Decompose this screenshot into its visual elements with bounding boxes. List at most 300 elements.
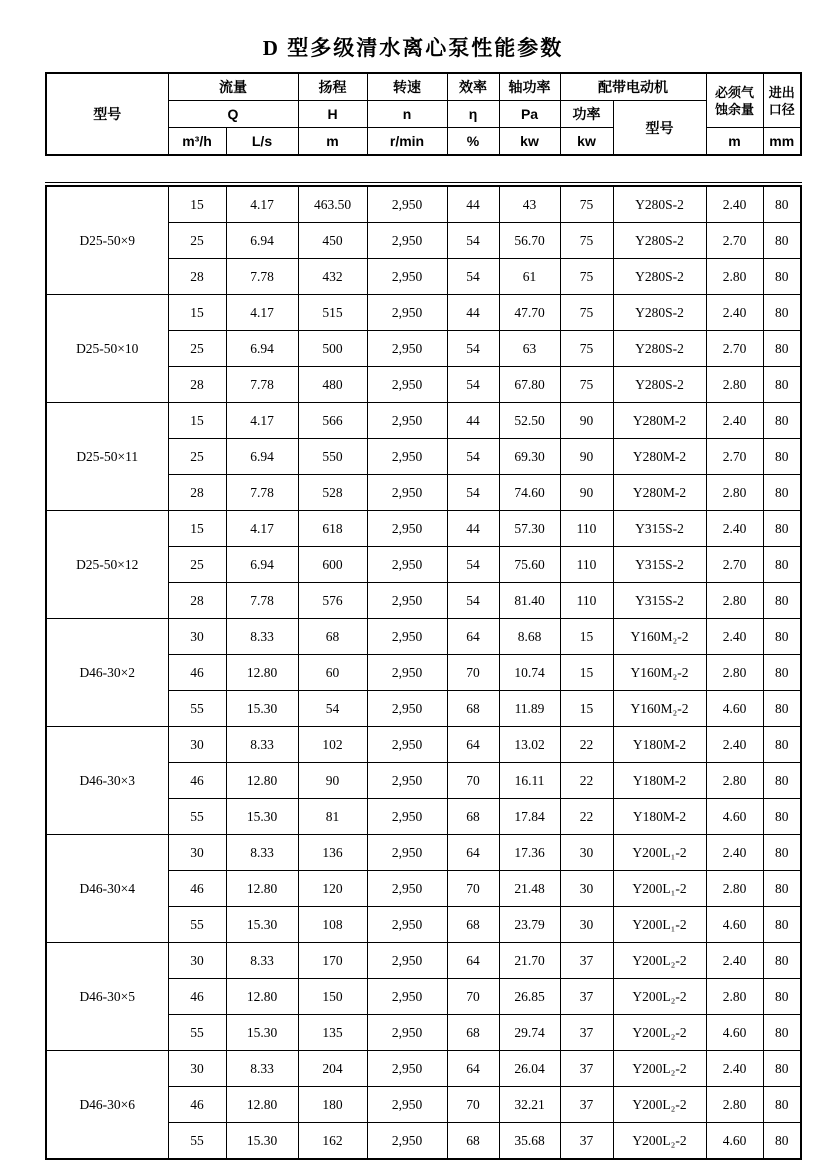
cell-npsh-m: 2.40 (706, 403, 763, 439)
cell-shaft-power-kw: 57.30 (499, 511, 560, 547)
cell-flow-m3h: 25 (168, 331, 226, 367)
cell-flow-m3h: 15 (168, 295, 226, 331)
cell-npsh-m: 2.40 (706, 186, 763, 223)
cell-flow-m3h: 46 (168, 655, 226, 691)
cell-npsh-m: 2.80 (706, 763, 763, 799)
cell-port-diameter-mm: 80 (763, 943, 801, 979)
cell-flow-m3h: 15 (168, 186, 226, 223)
col-header-port-line1: 进出 (768, 84, 795, 100)
cell-port-diameter-mm: 80 (763, 1123, 801, 1160)
cell-npsh-m: 2.80 (706, 979, 763, 1015)
cell-speed-rpm: 2,950 (367, 547, 447, 583)
symbol-speed: n (367, 101, 447, 128)
cell-shaft-power-kw: 10.74 (499, 655, 560, 691)
cell-shaft-power-kw: 11.89 (499, 691, 560, 727)
col-header-efficiency: 效率 (447, 73, 499, 101)
cell-flow-ls: 15.30 (226, 1015, 298, 1051)
col-header-head: 扬程 (298, 73, 367, 101)
cell-port-diameter-mm: 80 (763, 475, 801, 511)
cell-npsh-m: 2.40 (706, 511, 763, 547)
cell-speed-rpm: 2,950 (367, 439, 447, 475)
unit-speed: r/min (367, 128, 447, 156)
cell-motor-model: Y280M-2 (613, 403, 706, 439)
data-table-wrapper (45, 182, 802, 1160)
cell-npsh-m: 2.80 (706, 475, 763, 511)
cell-speed-rpm: 2,950 (367, 511, 447, 547)
cell-motor-model: Y200L₂-2 (613, 1051, 706, 1087)
cell-head-m: 170 (298, 943, 367, 979)
cell-shaft-power-kw: 17.36 (499, 835, 560, 871)
cell-motor-power-kw: 15 (560, 655, 613, 691)
cell-motor-power-kw: 22 (560, 727, 613, 763)
cell-motor-model: Y200L₂-2 (613, 979, 706, 1015)
cell-npsh-m: 2.80 (706, 655, 763, 691)
cell-motor-model: Y200L₂-2 (613, 1087, 706, 1123)
cell-motor-power-kw: 37 (560, 943, 613, 979)
table-row (46, 1051, 801, 1087)
cell-flow-ls: 15.30 (226, 691, 298, 727)
cell-port-diameter-mm: 80 (763, 835, 801, 871)
cell-flow-m3h: 55 (168, 1015, 226, 1051)
cell-motor-power-kw: 37 (560, 979, 613, 1015)
col-header-npsh (706, 73, 763, 128)
data-table (45, 185, 802, 1160)
cell-efficiency-pct: 64 (447, 727, 499, 763)
cell-port-diameter-mm: 80 (763, 331, 801, 367)
cell-motor-model: Y200L₂-2 (613, 1015, 706, 1051)
cell-motor-model: Y280S-2 (613, 259, 706, 295)
cell-flow-m3h: 30 (168, 835, 226, 871)
cell-motor-power-kw: 110 (560, 547, 613, 583)
unit-efficiency: % (447, 128, 499, 156)
cell-efficiency-pct: 68 (447, 1123, 499, 1160)
cell-head-m: 515 (298, 295, 367, 331)
col-header-speed: 转速 (367, 73, 447, 101)
cell-motor-power-kw: 90 (560, 475, 613, 511)
cell-head-m: 500 (298, 331, 367, 367)
pump-model-cell: D46-30×4 (46, 835, 168, 943)
cell-shaft-power-kw: 8.68 (499, 619, 560, 655)
cell-head-m: 528 (298, 475, 367, 511)
cell-head-m: 450 (298, 223, 367, 259)
cell-motor-model: Y280M-2 (613, 439, 706, 475)
symbol-head: H (298, 101, 367, 128)
pump-model-cell: D46-30×5 (46, 943, 168, 1051)
cell-speed-rpm: 2,950 (367, 943, 447, 979)
cell-port-diameter-mm: 80 (763, 259, 801, 295)
cell-shaft-power-kw: 69.30 (499, 439, 560, 475)
cell-shaft-power-kw: 61 (499, 259, 560, 295)
cell-flow-ls: 8.33 (226, 943, 298, 979)
cell-motor-model: Y280S-2 (613, 295, 706, 331)
cell-flow-ls: 8.33 (226, 619, 298, 655)
cell-speed-rpm: 2,950 (367, 186, 447, 223)
cell-efficiency-pct: 54 (447, 367, 499, 403)
cell-head-m: 576 (298, 583, 367, 619)
cell-speed-rpm: 2,950 (367, 871, 447, 907)
cell-npsh-m: 4.60 (706, 907, 763, 943)
cell-speed-rpm: 2,950 (367, 583, 447, 619)
cell-efficiency-pct: 54 (447, 439, 499, 475)
cell-head-m: 150 (298, 979, 367, 1015)
table-row (46, 619, 801, 655)
cell-port-diameter-mm: 80 (763, 619, 801, 655)
cell-head-m: 550 (298, 439, 367, 475)
cell-npsh-m: 4.60 (706, 799, 763, 835)
cell-motor-power-kw: 37 (560, 1123, 613, 1160)
table-row (46, 727, 801, 763)
cell-motor-power-kw: 75 (560, 367, 613, 403)
cell-port-diameter-mm: 80 (763, 583, 801, 619)
cell-head-m: 136 (298, 835, 367, 871)
cell-flow-m3h: 25 (168, 547, 226, 583)
cell-speed-rpm: 2,950 (367, 1123, 447, 1160)
cell-motor-power-kw: 110 (560, 511, 613, 547)
table-row (46, 403, 801, 439)
cell-shaft-power-kw: 81.40 (499, 583, 560, 619)
cell-efficiency-pct: 64 (447, 619, 499, 655)
cell-shaft-power-kw: 23.79 (499, 907, 560, 943)
cell-port-diameter-mm: 80 (763, 727, 801, 763)
pump-model-cell: D25-50×9 (46, 186, 168, 295)
cell-flow-ls: 8.33 (226, 727, 298, 763)
cell-efficiency-pct: 70 (447, 871, 499, 907)
cell-efficiency-pct: 70 (447, 655, 499, 691)
cell-speed-rpm: 2,950 (367, 367, 447, 403)
cell-motor-model: Y180M-2 (613, 763, 706, 799)
cell-head-m: 108 (298, 907, 367, 943)
cell-efficiency-pct: 54 (447, 259, 499, 295)
cell-head-m: 60 (298, 655, 367, 691)
cell-npsh-m: 2.80 (706, 583, 763, 619)
cell-speed-rpm: 2,950 (367, 799, 447, 835)
unit-flow-ls: L/s (226, 128, 298, 156)
unit-head: m (298, 128, 367, 156)
cell-shaft-power-kw: 63 (499, 331, 560, 367)
cell-flow-m3h: 55 (168, 799, 226, 835)
cell-motor-model: Y200L₂-2 (613, 943, 706, 979)
cell-flow-ls: 12.80 (226, 979, 298, 1015)
cell-motor-power-kw: 30 (560, 871, 613, 907)
cell-motor-power-kw: 90 (560, 439, 613, 475)
pump-model-cell: D46-30×3 (46, 727, 168, 835)
cell-motor-power-kw: 22 (560, 799, 613, 835)
table-row (46, 835, 801, 871)
cell-efficiency-pct: 54 (447, 583, 499, 619)
cell-efficiency-pct: 68 (447, 1015, 499, 1051)
pump-model-cell: D25-50×12 (46, 511, 168, 619)
cell-port-diameter-mm: 80 (763, 186, 801, 223)
cell-motor-power-kw: 75 (560, 259, 613, 295)
cell-efficiency-pct: 64 (447, 835, 499, 871)
cell-head-m: 54 (298, 691, 367, 727)
cell-shaft-power-kw: 21.48 (499, 871, 560, 907)
cell-flow-ls: 15.30 (226, 1123, 298, 1160)
cell-motor-power-kw: 15 (560, 691, 613, 727)
cell-flow-m3h: 46 (168, 1087, 226, 1123)
unit-motor-power: kw (560, 128, 613, 156)
cell-efficiency-pct: 64 (447, 943, 499, 979)
cell-speed-rpm: 2,950 (367, 223, 447, 259)
cell-shaft-power-kw: 13.02 (499, 727, 560, 763)
cell-head-m: 68 (298, 619, 367, 655)
col-header-port-diameter (763, 73, 801, 128)
cell-npsh-m: 2.40 (706, 727, 763, 763)
cell-shaft-power-kw: 17.84 (499, 799, 560, 835)
cell-flow-m3h: 30 (168, 727, 226, 763)
symbol-shaft-power: Pa (499, 101, 560, 128)
cell-flow-ls: 8.33 (226, 835, 298, 871)
cell-motor-model: Y200L₁-2 (613, 835, 706, 871)
cell-shaft-power-kw: 16.11 (499, 763, 560, 799)
cell-head-m: 162 (298, 1123, 367, 1160)
cell-motor-power-kw: 110 (560, 583, 613, 619)
table-row (46, 943, 801, 979)
cell-npsh-m: 4.60 (706, 1015, 763, 1051)
cell-flow-ls: 6.94 (226, 547, 298, 583)
cell-flow-ls: 12.80 (226, 871, 298, 907)
cell-flow-m3h: 28 (168, 583, 226, 619)
cell-motor-power-kw: 15 (560, 619, 613, 655)
cell-flow-ls: 7.78 (226, 475, 298, 511)
cell-efficiency-pct: 70 (447, 763, 499, 799)
cell-flow-ls: 6.94 (226, 331, 298, 367)
cell-head-m: 566 (298, 403, 367, 439)
cell-efficiency-pct: 44 (447, 295, 499, 331)
cell-motor-power-kw: 37 (560, 1015, 613, 1051)
symbol-flow: Q (168, 101, 298, 128)
cell-head-m: 480 (298, 367, 367, 403)
table-row (46, 511, 801, 547)
cell-speed-rpm: 2,950 (367, 835, 447, 871)
table-row (46, 186, 801, 223)
cell-motor-model: Y180M-2 (613, 727, 706, 763)
cell-efficiency-pct: 54 (447, 475, 499, 511)
col-header-motor-model: 型号 (613, 101, 706, 156)
cell-head-m: 81 (298, 799, 367, 835)
cell-motor-model: Y280S-2 (613, 186, 706, 223)
cell-head-m: 180 (298, 1087, 367, 1123)
cell-speed-rpm: 2,950 (367, 403, 447, 439)
cell-port-diameter-mm: 80 (763, 871, 801, 907)
cell-shaft-power-kw: 26.04 (499, 1051, 560, 1087)
cell-speed-rpm: 2,950 (367, 1051, 447, 1087)
cell-npsh-m: 2.80 (706, 871, 763, 907)
cell-flow-m3h: 28 (168, 475, 226, 511)
cell-flow-m3h: 30 (168, 1051, 226, 1087)
cell-flow-ls: 7.78 (226, 583, 298, 619)
cell-flow-m3h: 30 (168, 619, 226, 655)
cell-head-m: 135 (298, 1015, 367, 1051)
cell-motor-model: Y160M₂-2 (613, 619, 706, 655)
cell-npsh-m: 2.80 (706, 259, 763, 295)
cell-motor-model: Y200L₁-2 (613, 871, 706, 907)
cell-port-diameter-mm: 80 (763, 223, 801, 259)
cell-port-diameter-mm: 80 (763, 1051, 801, 1087)
cell-flow-m3h: 15 (168, 511, 226, 547)
pump-model-cell: D25-50×10 (46, 295, 168, 403)
cell-speed-rpm: 2,950 (367, 907, 447, 943)
cell-npsh-m: 2.40 (706, 1051, 763, 1087)
cell-npsh-m: 4.60 (706, 691, 763, 727)
cell-motor-power-kw: 90 (560, 403, 613, 439)
cell-flow-m3h: 55 (168, 907, 226, 943)
col-header-motor: 配带电动机 (560, 73, 706, 101)
cell-port-diameter-mm: 80 (763, 799, 801, 835)
cell-shaft-power-kw: 75.60 (499, 547, 560, 583)
cell-port-diameter-mm: 80 (763, 655, 801, 691)
cell-flow-ls: 6.94 (226, 223, 298, 259)
cell-head-m: 432 (298, 259, 367, 295)
cell-shaft-power-kw: 35.68 (499, 1123, 560, 1160)
cell-efficiency-pct: 54 (447, 547, 499, 583)
cell-npsh-m: 2.40 (706, 619, 763, 655)
cell-efficiency-pct: 68 (447, 907, 499, 943)
cell-flow-ls: 7.78 (226, 367, 298, 403)
cell-flow-ls: 15.30 (226, 907, 298, 943)
cell-shaft-power-kw: 52.50 (499, 403, 560, 439)
cell-motor-power-kw: 22 (560, 763, 613, 799)
cell-flow-m3h: 46 (168, 979, 226, 1015)
cell-motor-power-kw: 37 (560, 1051, 613, 1087)
cell-motor-model: Y315S-2 (613, 511, 706, 547)
cell-flow-m3h: 15 (168, 403, 226, 439)
cell-flow-m3h: 46 (168, 763, 226, 799)
cell-flow-ls: 4.17 (226, 295, 298, 331)
header-table (45, 72, 802, 156)
col-header-shaft-power: 轴功率 (499, 73, 560, 101)
cell-motor-model: Y280S-2 (613, 367, 706, 403)
cell-speed-rpm: 2,950 (367, 655, 447, 691)
pump-model-cell: D46-30×2 (46, 619, 168, 727)
cell-port-diameter-mm: 80 (763, 691, 801, 727)
cell-speed-rpm: 2,950 (367, 295, 447, 331)
cell-efficiency-pct: 70 (447, 979, 499, 1015)
cell-flow-ls: 12.80 (226, 1087, 298, 1123)
cell-efficiency-pct: 44 (447, 511, 499, 547)
cell-port-diameter-mm: 80 (763, 439, 801, 475)
cell-motor-model: Y315S-2 (613, 547, 706, 583)
cell-efficiency-pct: 64 (447, 1051, 499, 1087)
cell-flow-ls: 4.17 (226, 511, 298, 547)
cell-flow-ls: 7.78 (226, 259, 298, 295)
cell-flow-m3h: 30 (168, 943, 226, 979)
cell-efficiency-pct: 44 (447, 403, 499, 439)
cell-flow-m3h: 28 (168, 367, 226, 403)
cell-flow-ls: 8.33 (226, 1051, 298, 1087)
cell-speed-rpm: 2,950 (367, 763, 447, 799)
cell-flow-m3h: 46 (168, 871, 226, 907)
cell-npsh-m: 2.70 (706, 547, 763, 583)
cell-shaft-power-kw: 26.85 (499, 979, 560, 1015)
cell-npsh-m: 2.70 (706, 331, 763, 367)
cell-head-m: 600 (298, 547, 367, 583)
cell-port-diameter-mm: 80 (763, 367, 801, 403)
col-header-npsh-line2: 蚀余量 (714, 101, 754, 117)
table-row (46, 295, 801, 331)
cell-port-diameter-mm: 80 (763, 979, 801, 1015)
cell-motor-model: Y180M-2 (613, 799, 706, 835)
unit-npsh: m (706, 128, 763, 156)
cell-flow-m3h: 28 (168, 259, 226, 295)
cell-flow-ls: 15.30 (226, 799, 298, 835)
cell-motor-power-kw: 30 (560, 907, 613, 943)
cell-port-diameter-mm: 80 (763, 511, 801, 547)
cell-flow-ls: 12.80 (226, 655, 298, 691)
cell-shaft-power-kw: 29.74 (499, 1015, 560, 1051)
cell-shaft-power-kw: 56.70 (499, 223, 560, 259)
cell-npsh-m: 2.40 (706, 295, 763, 331)
cell-npsh-m: 2.80 (706, 367, 763, 403)
cell-flow-m3h: 55 (168, 1123, 226, 1160)
cell-speed-rpm: 2,950 (367, 727, 447, 763)
cell-motor-power-kw: 75 (560, 331, 613, 367)
pump-model-cell: D25-50×11 (46, 403, 168, 511)
cell-speed-rpm: 2,950 (367, 259, 447, 295)
cell-motor-model: Y160M₂-2 (613, 655, 706, 691)
cell-shaft-power-kw: 74.60 (499, 475, 560, 511)
cell-head-m: 463.50 (298, 186, 367, 223)
cell-speed-rpm: 2,950 (367, 475, 447, 511)
cell-shaft-power-kw: 32.21 (499, 1087, 560, 1123)
cell-motor-model: Y280M-2 (613, 475, 706, 511)
cell-efficiency-pct: 54 (447, 223, 499, 259)
symbol-efficiency: η (447, 101, 499, 128)
cell-efficiency-pct: 70 (447, 1087, 499, 1123)
cell-efficiency-pct: 54 (447, 331, 499, 367)
cell-flow-ls: 4.17 (226, 186, 298, 223)
cell-speed-rpm: 2,950 (367, 979, 447, 1015)
cell-motor-model: Y200L₂-2 (613, 1123, 706, 1160)
cell-shaft-power-kw: 21.70 (499, 943, 560, 979)
cell-npsh-m: 2.40 (706, 835, 763, 871)
unit-port-diameter: mm (763, 128, 801, 156)
cell-speed-rpm: 2,950 (367, 1087, 447, 1123)
cell-head-m: 618 (298, 511, 367, 547)
cell-npsh-m: 2.70 (706, 223, 763, 259)
cell-flow-ls: 6.94 (226, 439, 298, 475)
col-header-port-line2: 口径 (768, 101, 795, 117)
cell-motor-power-kw: 75 (560, 295, 613, 331)
col-header-motor-power: 功率 (560, 101, 613, 128)
page-title: D 型多级清水离心泵性能参数 (262, 36, 564, 60)
cell-motor-power-kw: 75 (560, 223, 613, 259)
cell-npsh-m: 4.60 (706, 1123, 763, 1160)
cell-port-diameter-mm: 80 (763, 295, 801, 331)
cell-flow-ls: 4.17 (226, 403, 298, 439)
cell-speed-rpm: 2,950 (367, 331, 447, 367)
cell-flow-ls: 12.80 (226, 763, 298, 799)
cell-motor-power-kw: 75 (560, 186, 613, 223)
cell-speed-rpm: 2,950 (367, 1015, 447, 1051)
cell-shaft-power-kw: 47.70 (499, 295, 560, 331)
cell-speed-rpm: 2,950 (367, 619, 447, 655)
col-header-pump-model: 型号 (46, 73, 168, 155)
cell-npsh-m: 2.70 (706, 439, 763, 475)
cell-efficiency-pct: 44 (447, 186, 499, 223)
cell-motor-model: Y280S-2 (613, 331, 706, 367)
unit-flow-m3h: m³/h (168, 128, 226, 156)
cell-shaft-power-kw: 43 (499, 186, 560, 223)
cell-npsh-m: 2.40 (706, 943, 763, 979)
cell-flow-m3h: 25 (168, 223, 226, 259)
cell-head-m: 102 (298, 727, 367, 763)
cell-port-diameter-mm: 80 (763, 907, 801, 943)
cell-speed-rpm: 2,950 (367, 691, 447, 727)
cell-motor-power-kw: 37 (560, 1087, 613, 1123)
cell-port-diameter-mm: 80 (763, 763, 801, 799)
cell-efficiency-pct: 68 (447, 799, 499, 835)
